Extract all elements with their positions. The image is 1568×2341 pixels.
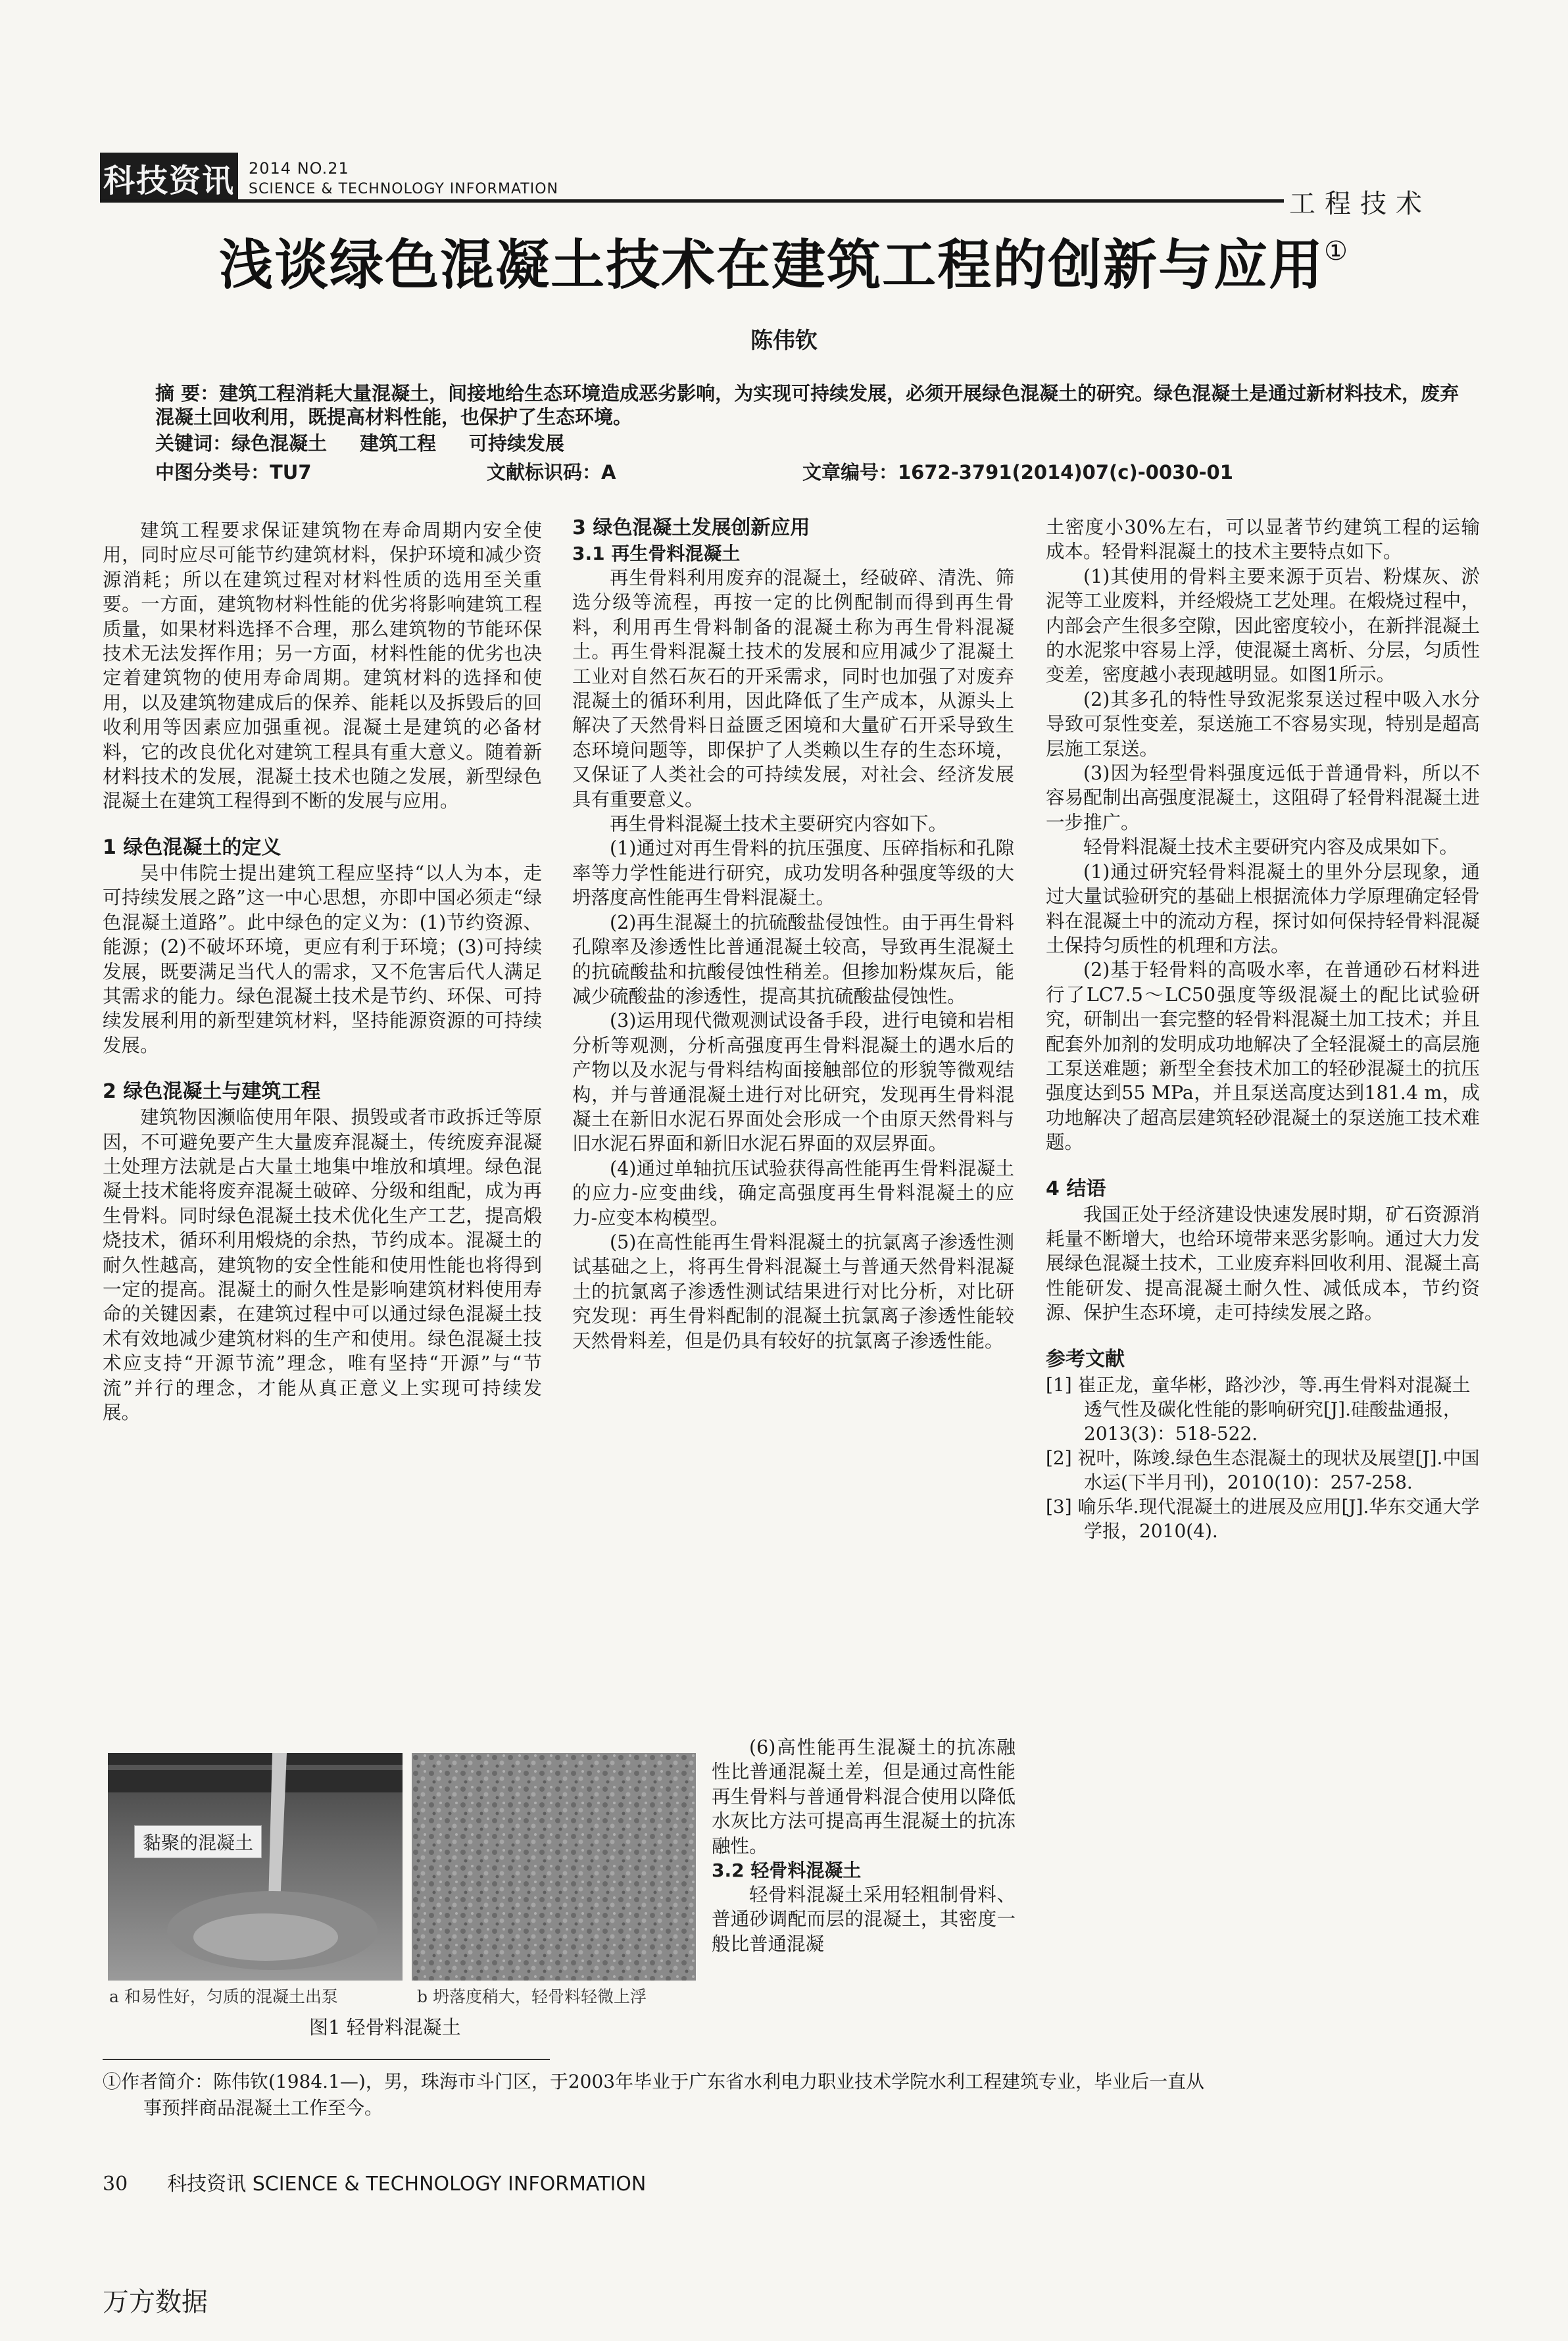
keywords [155, 429, 564, 456]
keyword-item: 绿色混凝土 [232, 432, 328, 455]
list-item: (2)其多孔的特性导致泥浆泵送过程中吸入水分导致可泵性变差，泵送施工不容易实现，特别是超高层施工泵送。 [1046, 688, 1480, 760]
references-list [1046, 1373, 1480, 1543]
page-footer [103, 2167, 646, 2196]
keywords-label: 关键词： [155, 432, 232, 455]
list-item: (2)再生混凝土的抗硫酸盐侵蚀性。由于再生骨料孔隙率及渗透性比普通混凝土较高，导致再生混凝土的抗硫酸盐和抗酸侵蚀性稍差。但掺加粉煤灰后，能减少硫酸盐的渗透性，提高其抗硫酸盐侵蚀性。 [572, 911, 1014, 1007]
issue-number: 2014 NO.21 [249, 159, 349, 178]
list-item: (1)其使用的骨料主要来源于页岩、粉煤灰、淤泥等工业废料，并经煅烧工艺处理。在煅烧过程中，内部会产生很多空隙，因此密度较小，在新拌混凝土的水泥浆中容易上浮，使混凝土离析、分层，匀质性变差，密度越小表现越明显。如图1所示。 [1046, 565, 1480, 686]
figure-caption-a: a 和易性好，匀质的混凝土出泵 [109, 1987, 338, 2006]
section-heading-1: 1 绿色混凝土的定义 [103, 835, 282, 859]
figure-caption-b: b 坍落度稍大，轻骨料轻微上浮 [417, 1987, 647, 2006]
reference-item: [1] 崔正龙，童华彬，路沙沙，等.再生骨料对混凝土透气性及碳化性能的影响研究[J].硅酸盐通报，2013(3)：518-522. [1046, 1373, 1471, 1444]
list-item: (3)运用现代微观测试设备手段，进行电镜和岩相分析等观测，分析高强度再生骨料混凝土的遇水后的产物以及水泥与骨料结构面接触部位的形貌等微观结构，并与普通混凝土进行对比研究，发现再生骨料混凝土在新旧水泥石界面处会形成一个由原天然骨料与旧水泥石界面和新旧水泥石界面的双层界面。 [572, 1010, 1014, 1155]
abstract-label: 摘 要： [155, 382, 220, 405]
abstract [155, 382, 1464, 429]
journal-english-name: SCIENCE & TECHNOLOGY INFORMATION [249, 181, 558, 197]
reference-item: [2] 祝叶，陈竣.绿色生态混凝土的现状及展望[J].中国水运(下半月刊)，2010(10)：257-258. [1046, 1446, 1480, 1493]
footnote-line: 事预拌商品混凝土工作至今。 [143, 2097, 383, 2119]
footnote-line: ①作者简介：陈伟钦(1984.1—)，男，珠海市斗门区，于2003年毕业于广东省水利电力职业技术学院水利工程建筑专业，毕业后一直从 [103, 2071, 1205, 2092]
references-heading: 参考文献 [1046, 1347, 1125, 1371]
paragraph: 建筑物因濒临使用年限、损毁或者市政拆迁等原因，不可避免要产生大量废弃混凝土，传统废弃混凝土处理方法就是占大量土地集中堆放和填埋。绿色混凝土技术能将废弃混凝土破碎、分级和组配，成为再生骨料。同时绿色混凝土技术优化生产工艺，提高煅烧技术，循环利用煅烧的余热，节约成本。混凝土的耐久性越高，建筑物的安全性能和使用性能也将得到一定的提高。混凝土的耐久性是影响建筑材料使用寿命的关键因素，在建筑过程中可以通过绿色混凝土技术有效地减少建筑材料的生产和使用。绿色混凝土技术应支持“开源节流”理念，唯有坚持“开源”与“节流”并行的理念，才能从真正意义上实现可持续发展。 [103, 1106, 542, 1423]
paragraph: 我国正处于经济建设快速发展时期，矿石资源消耗量不断增大，也给环境带来恶劣影响。通过大力发展绿色混凝土技术，工业废弃料回收利用、混凝土高性能研发、提高混凝土耐久性、减低成本，节约资源、保护生态环境，走可持续发展之路。 [1046, 1203, 1480, 1324]
section-heading-2: 2 绿色混凝土与建筑工程 [103, 1080, 321, 1104]
article-number: 文章编号：1672-3791(2014)07(c)-0030-01 [802, 461, 1233, 483]
header-rule [100, 199, 1284, 203]
title-footnote-mark: ① [1324, 236, 1349, 266]
list-item: (2)基于轻骨料的高吸水率，在普通砂石材料进行了LC7.5～LC50强度等级混凝土的配比试验研究，研制出一套完整的轻骨料混凝土加工技术；并且配套外加剂的发明成功地解决了全轻混凝土的高层施工泵送难题；新型全套技术加工的轻砂混凝土的抗压强度达到55 MPa，并且泵送高度达到181.4 m，成功地解决了超高层建筑轻砂混凝土的泵送施工技术难题。 [1046, 959, 1480, 1154]
paragraph: 再生骨料利用废弃的混凝土，经破碎、清洗、筛选分级等流程，再按一定的比例配制而得到再生骨料，利用再生骨料制备的混凝土称为再生骨料混凝土。再生骨料混凝土技术的发展和应用减少了混凝土工业对自然石灰石的开采需求，同时也加强了对废弃混凝土的循环利用，因此降低了生产成本，从源头上解决了天然骨料日益匮乏困境和大量矿石开采导致生态环境问题等，即保护了人类赖以生存的生态环境，又保证了人类社会的可持续发展，对社会、经济发展具有重要意义。 [572, 567, 1014, 810]
paragraph: 再生骨料混凝土技术主要研究内容如下。 [610, 813, 948, 835]
article-title: 浅谈绿色混凝土技术在建筑工程的创新与应用① [219, 234, 1349, 297]
author-footnote [103, 2069, 1477, 2121]
intro-paragraph: 建筑工程要求保证建筑物在寿命周期内安全使用，同时应尽可能节约建筑材料，保护环境和减少资源消耗；所以在建筑过程对材料性质的选用至关重要。一方面，建筑物材料性能的优劣将影响建筑工程质量，如果材料选择不合理，那么建筑物的节能环保技术无法发挥作用；另一方面，材料性能的优劣也决定着建筑物的使用寿命周期。建筑材料的选择和使用，以及建筑物建成后的保养、能耗以及拆毁后的回收利用等因素应加强重视。混凝土是建筑的必备材料，它的改良优化对建筑工程具有重大意义。随着新材料技术的发展，混凝土技术也随之发展，新型绿色混凝土在建筑工程得到不断的发展与应用。 [103, 520, 542, 812]
keyword-item: 建筑工程 [360, 432, 437, 455]
reference-item: [3] 喻乐华.现代混凝土的进展及应用[J].华东交通大学学报，2010(4). [1046, 1495, 1480, 1542]
list-item: (4)通过单轴抗压试验获得高性能再生骨料混凝土的应力-应变曲线，确定高强度再生骨料混凝土的应力-应变本构模型。 [572, 1157, 1014, 1229]
database-watermark: 万方数据 [103, 2287, 208, 2317]
concrete-pump-photo [108, 1753, 403, 1981]
section-heading-3: 3 绿色混凝土发展创新应用 [572, 516, 810, 539]
keyword-item: 可持续发展 [469, 432, 565, 455]
footer-journal-name: 科技资讯 SCIENCE & TECHNOLOGY INFORMATION [167, 2173, 647, 2196]
list-item: (1)通过对再生骨料的抗压强度、压碎指标和孔隙率等力学性能进行研究，成功发明各种强度等级的大坍落度高性能再生骨料混凝土。 [572, 837, 1014, 909]
journal-brand-logo: 科技资讯 [100, 153, 238, 203]
list-item: (1)通过研究轻骨料混凝土的里外分层现象，通过大量试验研究的基础上根据流体力学原理确定轻骨料在混凝土中的流动方程，探讨如何保持轻骨料混凝土保持匀质性的机理和方法。 [1046, 860, 1480, 956]
figure-photo-a [108, 1753, 403, 1981]
figure-photo-b [412, 1753, 696, 1981]
section-heading-4: 4 结语 [1046, 1177, 1106, 1200]
paragraph: 土密度小30%左右，可以显著节约建筑工程的运输成本。轻骨料混凝土的技术主要特点如下。 [1046, 516, 1480, 563]
abstract-text: 建筑工程消耗大量混凝土，间接地给生态环境造成恶劣影响，为实现可持续发展，必须开展绿色混凝土的研究。绿色混凝土是通过新材料技术，废弃混凝土回收利用，既提高材料性能，也保护了生态环境。 [155, 382, 1459, 428]
paragraph: 轻骨料混凝土技术主要研究内容及成果如下。 [1083, 836, 1459, 858]
paragraph: 轻骨料混凝土采用轻粗制骨料、普通砂调配而层的混凝土，其密度一般比普通混凝 [712, 1884, 1016, 1955]
subsection-heading-3-2: 3.2 轻骨料混凝土 [712, 1860, 862, 1882]
list-item: (3)因为轻型骨料强度远低于普通骨料，所以不容易配制出高强度混凝土，这阻碍了轻骨料混凝土进一步推广。 [1046, 762, 1480, 833]
classification-number: 中图分类号：TU7 [155, 461, 312, 483]
section-tag: 工程技术 [1289, 189, 1431, 219]
subsection-heading-3-1: 3.1 再生骨料混凝土 [572, 543, 741, 564]
list-item: (6)高性能再生混凝土的抗冻融性比普通混凝土差，但是通过高性能再生骨料与普通骨料混合使用以降低水灰比方法可提高再生混凝土的抗冻融性。 [712, 1737, 1016, 1857]
body-column-2-continued [712, 1735, 1016, 1956]
author-name: 陈伟钦 [750, 328, 818, 354]
list-item: (5)在高性能再生骨料混凝土的抗氯离子渗透性测试基础之上，将再生骨料混凝土与普通天然骨料混凝土的抗氯离子渗透性测试结果进行对比分析，对比研究发现：再生骨料配制的混凝土抗氯离子渗透性能较天然骨料差，但是仍具有较好的抗氯离子渗透性能。 [572, 1231, 1014, 1352]
body-column-3 [1046, 515, 1480, 1543]
figure-title: 图1 轻骨料混凝土 [309, 2016, 461, 2038]
page-number: 30 [103, 2173, 128, 2196]
figure-inset-label: 黏聚的混凝土 [134, 1825, 262, 1858]
body-column-2 [572, 515, 1014, 1353]
paragraph: 吴中伟院士提出建筑工程应坚持“以人为本，走可持续发展之路”这一中心思想，亦即中国必须走“绿色混凝土道路”。此中绿色的定义为：(1)节约资源、能源；(2)不破坏环境，更应有利于环境；(3)可持续发展，既要满足当代人的需求，又不危害后代人满足其需求的能力。绿色混凝土技术是节约、环保、可持续发展利用的新型建筑材料，坚持能源资源的可持续发展。 [103, 862, 542, 1056]
document-code: 文献标识码：A [487, 461, 616, 483]
footnote-rule [103, 2059, 550, 2060]
body-column-1 [103, 518, 542, 1425]
aggregate-surface-photo [412, 1753, 696, 1981]
